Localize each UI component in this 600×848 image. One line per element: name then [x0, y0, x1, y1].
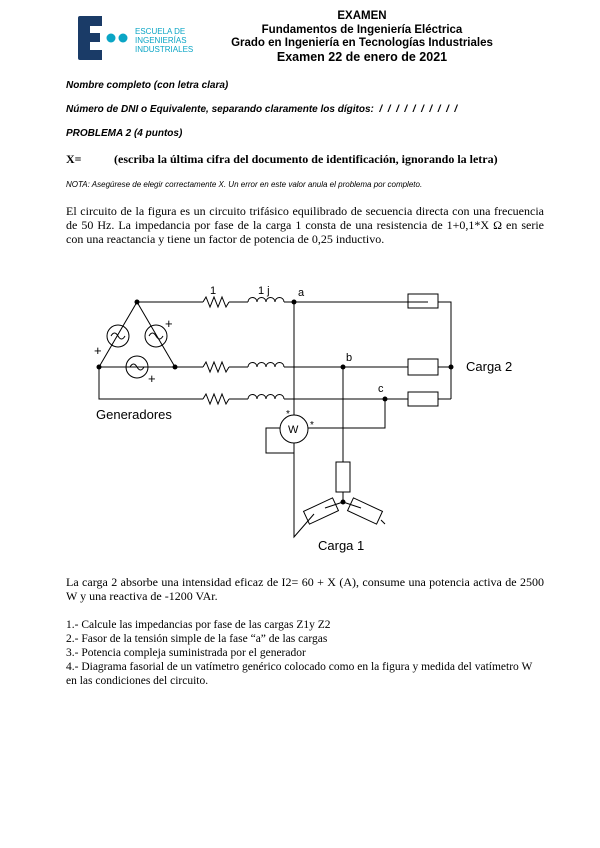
- intro-paragraph: El circuito de la figura es un circuito trifásico equilibrado de secuencia directa con una frecuencia de 50 Hz. La impedancia por fase de la carga 1 consta de una resistencia de 1+0,1*X Ω en serie con una reactancia y tiene un factor de potencia de 0,25 inductivo.: [66, 204, 544, 246]
- load2-phase-a: [408, 294, 438, 308]
- inductor-c: [248, 395, 284, 400]
- note-text: NOTA: Asegúrese de elegir correctamente X. Un error en este valor anula el problema por completo.: [66, 180, 423, 189]
- problem-title: PROBLEMA 2 (4 puntos): [66, 128, 183, 139]
- plus-sign-2: +: [94, 343, 102, 358]
- name-field-label: Nombre completo (con letra clara): [66, 80, 229, 91]
- node-b-label: b: [346, 352, 353, 364]
- node-a-label: a: [298, 287, 305, 299]
- plus-sign-1: +: [165, 316, 173, 331]
- inductor-a: [248, 298, 284, 303]
- resistor-c: [203, 394, 229, 404]
- logo-line-2: INGENIERÍAS: [135, 36, 187, 45]
- inductor-label: 1 j: [258, 285, 270, 297]
- x-label: X=: [66, 152, 82, 166]
- load1-right-impedance: [348, 498, 383, 524]
- load2-phase-b: [408, 359, 438, 375]
- load1-upper-impedance: [336, 462, 350, 492]
- voltage-coil-marker: *: [310, 420, 314, 431]
- resistor-label: 1: [210, 285, 217, 297]
- exam-title: EXAMEN: [337, 10, 387, 22]
- resistor-b: [203, 362, 229, 372]
- question-1: 1.- Calcule las impedancias por fase de las cargas Z1y Z2: [66, 619, 331, 631]
- degree-title: Grado en Ingeniería en Tecnologías Industriales: [231, 37, 493, 49]
- load2-phase-c: [408, 392, 438, 406]
- load1-label: Carga 1: [318, 538, 365, 553]
- x-instruction: (escriba la última cifra del documento de identificación, ignorando la letra): [114, 152, 498, 166]
- inductor-b: [248, 363, 284, 368]
- question-2: 2.- Fasor de la tensión simple de la fase “a” de las cargas: [66, 633, 328, 645]
- node-c-label: c: [378, 383, 384, 395]
- generators-label: Generadores: [96, 407, 172, 422]
- current-coil-marker: *: [286, 409, 290, 420]
- generator-delta: [99, 302, 175, 367]
- exam-date: Examen 22 de enero de 2021: [276, 49, 448, 64]
- load2-label: Carga 2: [466, 359, 513, 374]
- question-4: 4.- Diagrama fasorial de un vatímetro genérico colocado como en la figura y medida del vatímetro W en las condiciones del circuito.: [66, 661, 533, 687]
- resistor-a: [203, 297, 229, 307]
- load2-paragraph: La carga 2 absorbe una intensidad eficaz de I2= 60 + X (A), consume una potencia activa de 2500 W y una reactiva de -1200 VAr.: [66, 575, 544, 603]
- question-3: 3.- Potencia compleja suministrada por el generador: [66, 647, 306, 659]
- wattmeter-label: W: [288, 424, 299, 436]
- logo-line-3: INDUSTRIALES: [135, 45, 194, 54]
- plus-sign-3: +: [148, 371, 156, 386]
- subject-title: Fundamentos de Ingeniería Eléctrica: [261, 23, 463, 36]
- dni-field-label: Número de DNI o Equivalente, separando claramente los dígitos: / / / / / / / / / /: [66, 104, 458, 115]
- logo-line-1: ESCUELA DE: [135, 27, 186, 36]
